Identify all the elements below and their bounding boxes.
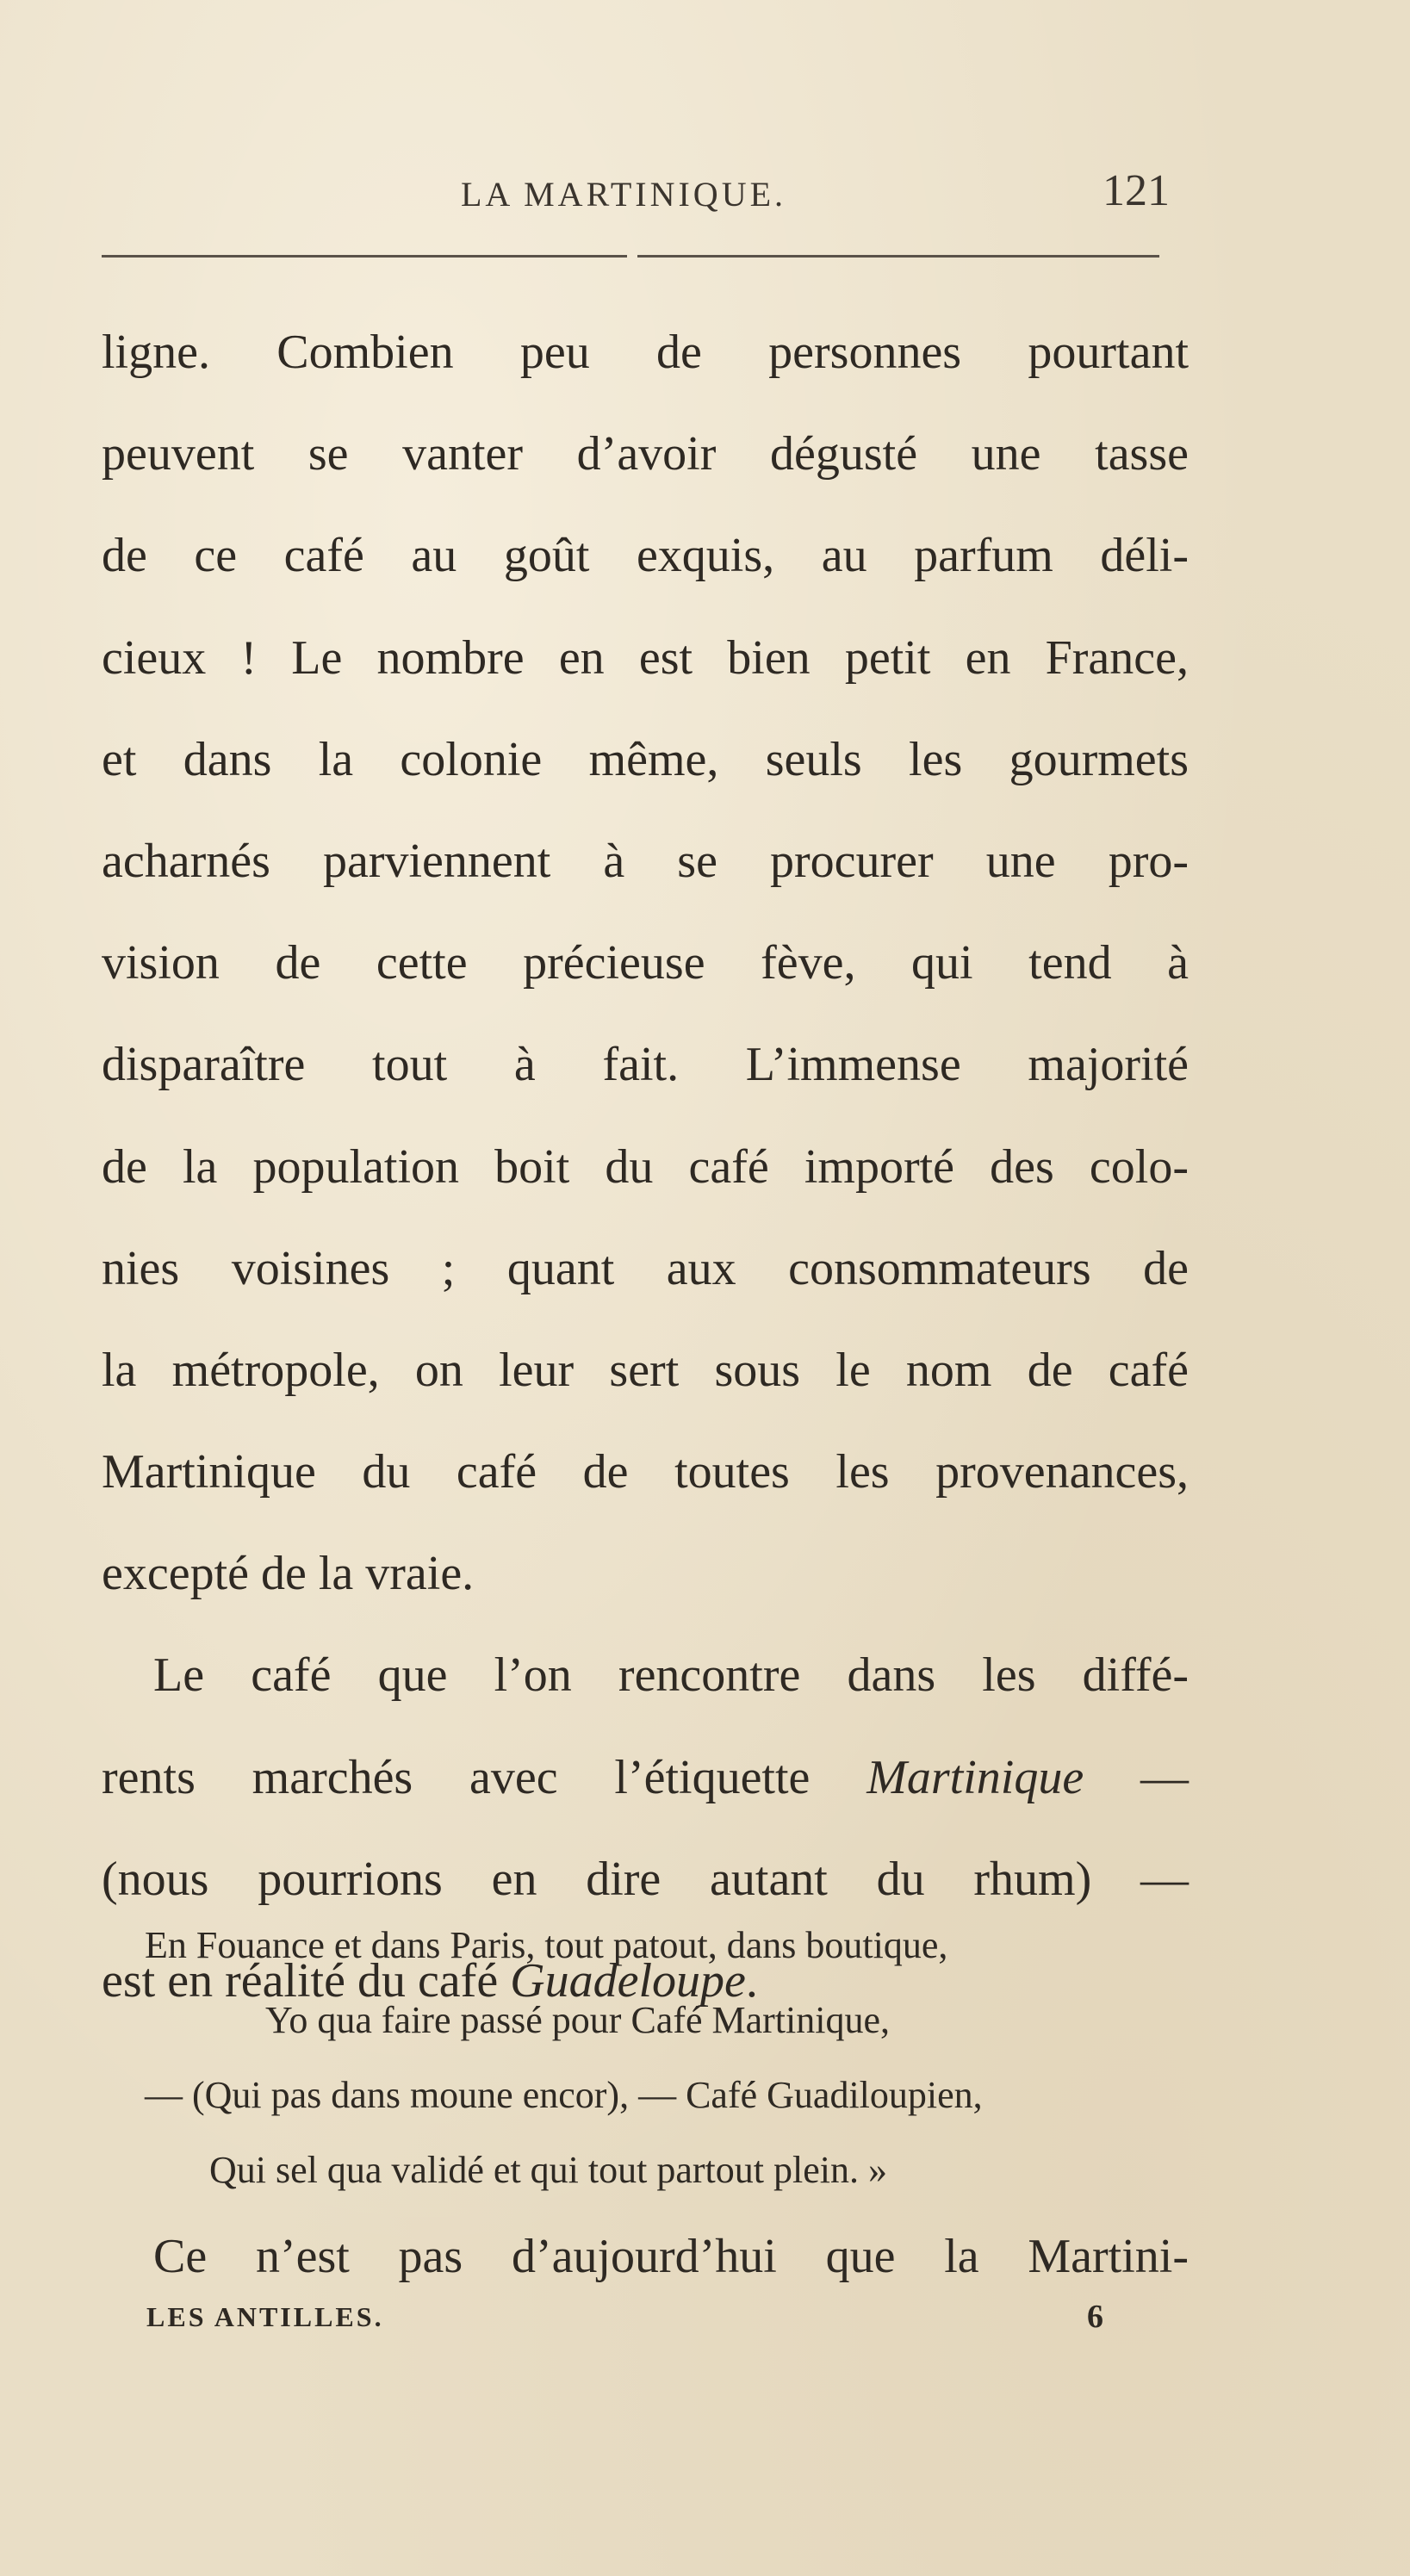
page-number: 121 [1103, 166, 1170, 215]
verse-line: — (Qui pas dans moune encor), — Café Guadiloupien, [145, 2074, 983, 2116]
text-line: acharnés parviennent à se procurer une pro- [102, 834, 1189, 888]
body-text [102, 301, 1189, 2032]
text-line: disparaître tout à fait. L’immense majorité [102, 1038, 1189, 1092]
verse-quote [102, 1908, 1189, 2207]
header-rule-left [102, 255, 627, 258]
text-line: vision de cette précieuse fève, qui tend à [102, 936, 1189, 990]
verse-line: Yo qua faire passé pour Café Martinique, [265, 1999, 891, 2041]
italic-term: Martinique [866, 1750, 1084, 1804]
text-line: Martinique du café de toutes les provenances, [102, 1445, 1189, 1499]
italic-term: Guadeloupe [510, 1954, 746, 2008]
text-line: et dans la colonie même, seuls les gourmets [102, 732, 1189, 786]
final-text-line: Ce n’est pas d’aujourd’hui que la Martini- [153, 2230, 1189, 2283]
text-line: excepté de la vraie. [102, 1547, 475, 1601]
text-run: . [745, 1954, 758, 2008]
running-title: LA MARTINIQUE. [461, 175, 787, 214]
header-rule-right [637, 255, 1159, 258]
text-line: peuvent se vanter d’avoir dégusté une tasse [102, 427, 1189, 481]
text-run: rents marchés avec l’étiquette [102, 1750, 867, 1804]
text-run: est en réalité du café [102, 1954, 511, 2008]
verse-line: Qui sel qua validé et qui tout partout plein. » [209, 2149, 887, 2191]
text-line: de ce café au goût exquis, au parfum déli- [102, 529, 1189, 583]
text-run: — [1084, 1750, 1189, 1804]
signature-number: 6 [1087, 2299, 1103, 2335]
verse-line: En Fouance et dans Paris, tout patout, dans boutique, [145, 1924, 948, 1966]
text-line: ligne. Combien peu de personnes pourtant [102, 326, 1189, 379]
text-line: nies voisines ; quant aux consommateurs de [102, 1241, 1189, 1295]
signature-mark: LES ANTILLES. [146, 2301, 384, 2332]
text-line: la métropole, on leur sert sous le nom de café [102, 1343, 1189, 1397]
running-head [0, 165, 1410, 226]
paragraph-2-line-1: Le café que l’on rencontre dans les diffé- [153, 1648, 1189, 1703]
paragraph-2-line-3: (nous pourrions en dire autant du rhum) — [102, 1852, 1189, 1906]
text-line: de la population boit du café importé des colo- [102, 1139, 1189, 1194]
text-line: cieux ! Le nombre en est bien petit en France, [102, 630, 1189, 685]
paragraph-2-line-2 [102, 1727, 1189, 1828]
